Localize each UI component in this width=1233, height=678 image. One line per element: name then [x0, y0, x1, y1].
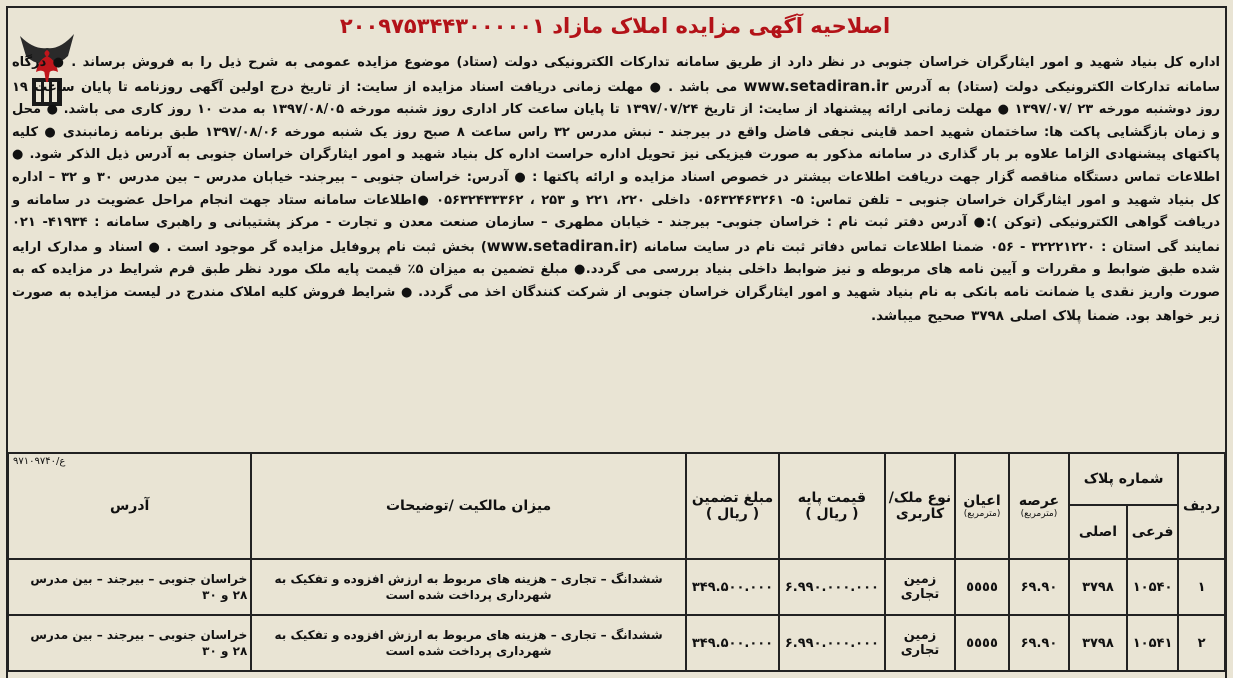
header-address-label: آدرس: [109, 498, 150, 514]
cell-area: ۶۹.۹۰: [1009, 615, 1069, 671]
cell-guarantee: ۳۴۹.۵۰۰.۰۰۰: [686, 615, 779, 671]
header-building: [955, 453, 1009, 559]
notice-title: اصلاحیه آگهی مزایده املاک مازاد ۲۰۰۹۷۵۳۴۴۳۰۰۰۰۰۱: [339, 14, 891, 38]
header-row-no: ردیف: [1178, 453, 1225, 559]
header-plaque: شماره پلاک: [1069, 453, 1178, 505]
website-link[interactable]: www.setadiran.ir: [743, 76, 889, 95]
cell-building: ٥٥٥٥: [955, 615, 1009, 671]
notice-body: [12, 52, 1220, 328]
header-base-price-label: قیمت پایه: [797, 490, 867, 506]
header-main: اصلی: [1069, 505, 1127, 559]
properties-table: [7, 452, 1226, 672]
table-row: [8, 615, 1225, 671]
cell-base-price: ۶.۹۹۰.۰۰۰.۰۰۰: [779, 559, 885, 615]
cell-row-no: ۲: [1178, 615, 1225, 671]
cell-area: ۶۹.۹۰: [1009, 559, 1069, 615]
cell-main: ۳۷۹۸: [1069, 559, 1127, 615]
header-address: [8, 453, 251, 559]
cell-main: ۳۷۹۸: [1069, 615, 1127, 671]
cell-sub: ۱۰۵۴۰: [1127, 559, 1178, 615]
header-base-price-unit: ( ریال ): [805, 506, 859, 522]
cell-ownership: ششدانگ – تجاری – هزینه های مربوط به ارزش افزوده و تفکیک به شهرداری پرداخت شده است: [251, 615, 686, 671]
cell-building: ٥٥٥٥: [955, 559, 1009, 615]
header-guarantee: [686, 453, 779, 559]
cell-type: زمین تجاری: [885, 559, 955, 615]
header-type: نوع ملک/ کاربری: [885, 453, 955, 559]
reference-code: ع/۹۷۱۰۹۷۴۰: [13, 456, 66, 467]
notice-paragraph-3: ) بخش ثبت نام پروفایل مزایده گر موجود است . ● اسناد و مدارک ارایه شده طبق ضوابط و مقررات و آیین نامه های مربوطه و نیز ضوابط داخلی بنیاد بررسی می گردد.● مبلغ تضمین به میزان ۵٪ قیمت پایه ملک مورد نظر طبق فرم شرایط در مزایده که به صورت واریز نقدی یا ضمانت نامه بانکی به نام بنیاد شهید و امور ایثارگران خراسان جنوبی از شرکت کنندگان اخذ می گردد. ● شرایط فروش کلیه املاک مندرج در لیست مزایده به صورت زیر خواهد بود.: [12, 239, 1220, 324]
notice-closing: ضمنا پلاک اصلی ۳۷۹۸ صحیح میباشد.: [871, 307, 1120, 324]
header-ownership: میزان مالکیت /توضیحات: [251, 453, 686, 559]
header-building-unit: (مترمربع): [963, 509, 1001, 519]
cell-address: خراسان جنوبی – بیرجند – بین مدرس ۲۸ و ۳۰: [8, 559, 251, 615]
cell-sub: ۱۰۵۴۱: [1127, 615, 1178, 671]
header-guarantee-label: مبلغ تضمین: [691, 490, 774, 506]
cell-address: خراسان جنوبی – بیرجند – بین مدرس ۲۸ و ۳۰: [8, 615, 251, 671]
table-row: [8, 559, 1225, 615]
header-sub: فرعی: [1127, 505, 1178, 559]
header-area-label: عرصه: [1018, 493, 1060, 509]
website-link-2[interactable]: www.setadiran.ir: [486, 236, 632, 255]
cell-ownership: ششدانگ – تجاری – هزینه های مربوط به ارزش افزوده و تفکیک به شهرداری پرداخت شده است: [251, 559, 686, 615]
header-area: [1009, 453, 1069, 559]
header-building-label: اعیان: [963, 493, 1001, 509]
cell-type: زمین تجاری: [885, 615, 955, 671]
header-guarantee-unit: ( ریال ): [705, 506, 760, 522]
header-base-price: [779, 453, 885, 559]
cell-guarantee: ۳۴۹.۵۰۰.۰۰۰: [686, 559, 779, 615]
notice-paragraph-2: می باشد . ● مهلت زمانی دریافت اسناد مزایده از سایت: از تاریخ درج اولین آگهی روزنامه تا پایان ساعت ۱۹ روز دوشنبه مورخه ۲۳ /۱۳۹۷/۰۷ ● مهلت زمانی ارائه پیشنهاد از سایت: از تاریخ ۱۳۹۷/۰۷/۲۴ تا پایان ساعت کار اداری روز شنبه مورخه ۱۳۹۷/۰۸/۰۵ به مدت ۱۰ روز کاری می باشد. ● محل و زمان بازگشایی پاکت ها: ساختمان شهید احمد قاینی نجفی فاضل واقع در بیرجند - نبش مدرس ۳۲ راس ساعت ۸ صبح روز یک شنبه مورخه ۱۳۹۷/۰۸/۰۶ طبق برنامه زمانبندی ● کلیه پاکتهای پیشنهادی الزاما علاوه بر بار گذاری در سامانه مذکور به صورت فیزیکی نیز تحویل اداره حراست اداره کل بنیاد شهید و امور ایثارگران خراسان جنوبی به آدرس ذیل الذکر شود. ● اطلاعات تماس دستگاه مناقصه گزار جهت دریافت اطلاعات بیشتر در خصوص اسناد مزایده و ارائه پاکتها : ● آدرس: خراسان جنوبی – بیرجند- خیابان مدرس – بین مدرس ۳۰ و ۳۲ – اداره کل بنیاد شهید و امور ایثارگران خراسان جنوبی – تلفن تماس: ۵- ۰۵۶۳۲۴۶۳۲۶۱ داخلی ۲۲۰، ۲۲۱ و ۲۵۳ ، ۰۵۶۳۲۴۳۳۳۶۲ ●اطلاعات سامانه ستاد جهت انجام مراحل عضویت در سامانه و دریافت گواهی الکترونیکی (توکن ):● آدرس دفتر ثبت نام : خراسان جنوبی- بیرجند - خیابان مطهری – سازمان صنعت معدن و تجارت - مرکز پشتیبانی و راهبری سامانه : ۴۱۹۳۴- ۰۲۱ نمایند گی استان : ۳۲۲۲۱۲۲۰ - ۰۵۶ ضمنا اطلاعات تماس دفاتر ثبت نام در سایت سامانه (: [12, 79, 1221, 255]
cell-row-no: ۱: [1178, 559, 1225, 615]
header-area-unit: (مترمربع): [1020, 509, 1058, 519]
cell-base-price: ۶.۹۹۰.۰۰۰.۰۰۰: [779, 615, 885, 671]
notice-paragraph-1: اداره کل بنیاد شهید و امور ایثارگران خراسان جنوبی در نظر دارد از طریق سامانه تدارکات الکترونیکی دولت (ستاد) موضوع مزایده عمومی به شرح ذیل را به فروش برساند . ● درگاه سامانه تدارکات الکترونیکی دولت (ستاد) به آدرس: [12, 55, 1220, 95]
